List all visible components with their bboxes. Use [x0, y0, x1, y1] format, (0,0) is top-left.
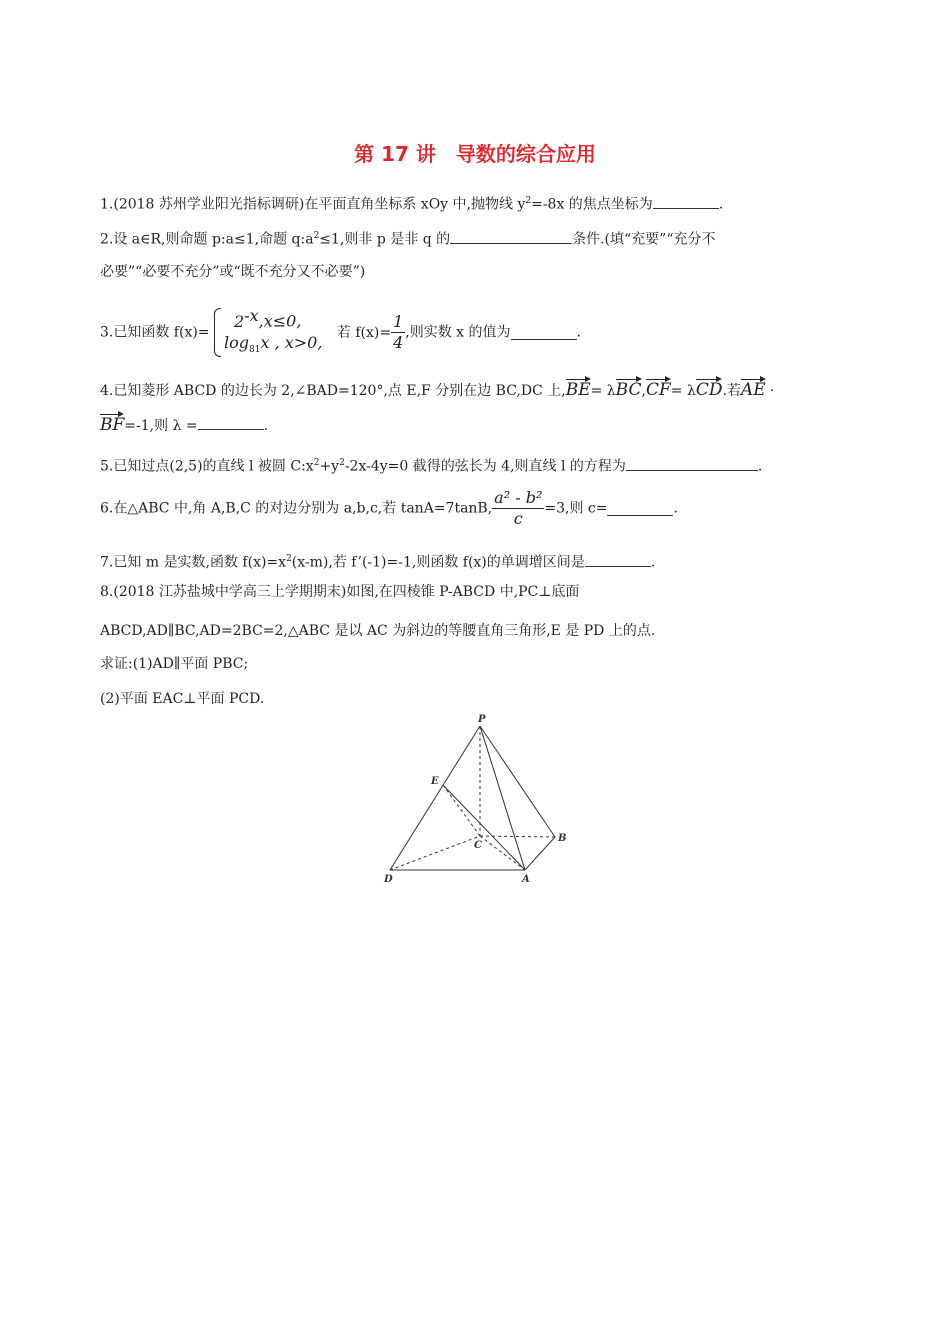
label-e: E [431, 776, 439, 787]
question-8-line2: ABCD,AD∥BC,AD=2BC=2,△ABC 是以 AC 为斜边的等腰直角三角形,E 是 PD 上的点. [100, 623, 656, 639]
page-title: 第 17 讲 导数的综合应用 [354, 142, 596, 166]
answer-blank[interactable] [450, 229, 572, 244]
question-8-part2: (2)平面 EAC⊥平面 PCD. [100, 691, 265, 707]
question-8-part1: 求证:(1)AD∥平面 PBC; [100, 656, 249, 672]
answer-blank[interactable] [585, 552, 651, 567]
question-2: 2.设 a∈R,则命题 p:a≤1,命题 $q:a^2\le 1$,则非 p 是非 q 的 条件.(填“充要”“充分不 [100, 226, 716, 250]
answer-blank[interactable] [626, 456, 758, 471]
answer-blank[interactable] [653, 194, 719, 209]
question-6: 6.在△ABC 中,角 A,B,C 的对边分别为 a,b,c,若 tanA=7tanB, $\frac{\text{a² - b²}}{c}$ =3,则 c= . [100, 488, 678, 528]
question-1: 1.(2018 苏州学业阳光指标调研)在平面直角坐标系 xOy 中,抛物线 $y^2=-8x$ 的焦点坐标为 . [100, 191, 723, 215]
label-p: P [478, 714, 486, 725]
pyramid-figure [370, 710, 580, 890]
question-3: 3.已知函数 f(x)= $2^{-x},x\le 0$, $\log_{81}x$ , x>0, 若 f(x)= $\frac{1}{4}$ ,则实数 x 的值为 . [100, 306, 581, 359]
question-5: 5.已知过点(2,5)的直线 l 被圆 $C:x^2+y^2-2x-4y=0$ 截得的弦长为 4,则直线 l 的方程为 . [100, 453, 762, 477]
question-4-cont: BF=-1,则 λ = . [100, 415, 269, 435]
question-7: 7.已知 m 是实数,函数 $f(x)=x^2(x-m)$,若 f’(-1)=-1,则函数 f(x)的单调增区间是 . [100, 549, 655, 573]
question-4: 4.已知菱形 ABCD 的边长为 2,∠BAD=120°,点 E,F 分别在边 BC,DC 上,BE= λBC,CF= λCD.若AE · [100, 380, 775, 400]
fraction: $\frac{1}{4}$ [393, 312, 404, 353]
question-8: 8.(2018 江苏盐城中学高三上学期期末)如图,在四棱锥 P-ABCD 中,PC⊥底面 [100, 584, 580, 600]
fraction: $\frac{\text{a² - b²}}{c}$ [494, 488, 543, 528]
answer-blank[interactable] [198, 415, 264, 430]
answer-blank[interactable] [511, 325, 577, 340]
label-d: D [384, 874, 393, 885]
piecewise-function: $2^{-x},x\le 0$, $\log_{81}x$ , x>0, [214, 306, 322, 359]
label-b: B [558, 833, 567, 844]
answer-blank[interactable] [607, 501, 673, 516]
label-c: C [474, 840, 482, 851]
question-2-cont: 必要”“必要不充分”或“既不充分又不必要”) [100, 264, 366, 280]
label-a: A [522, 874, 530, 885]
